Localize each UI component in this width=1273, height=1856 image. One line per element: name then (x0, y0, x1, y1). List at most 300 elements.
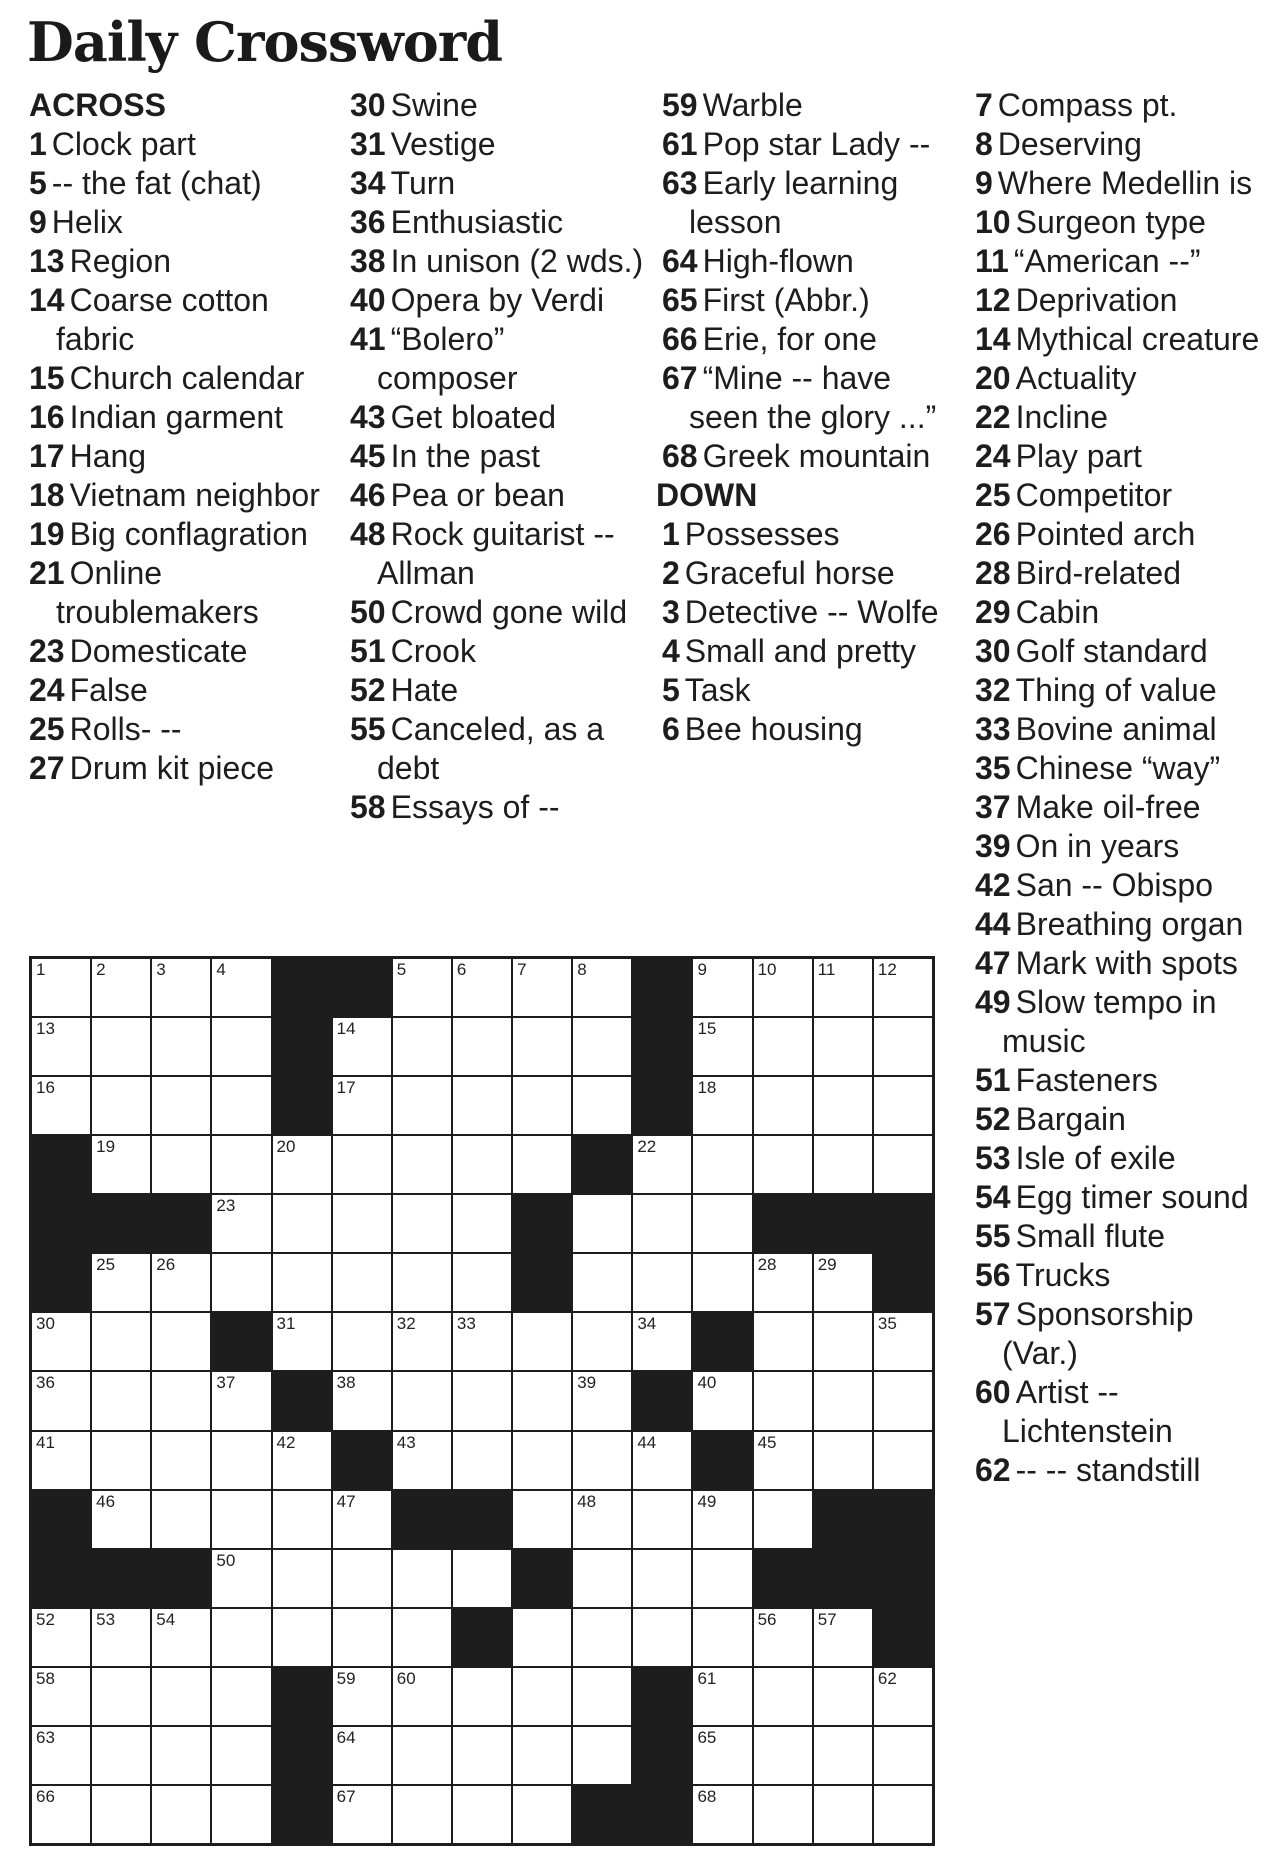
grid-cell[interactable] (814, 1254, 872, 1311)
grid-cell[interactable] (814, 1668, 872, 1725)
grid-cell[interactable] (693, 959, 751, 1016)
grid-cell[interactable] (453, 1195, 511, 1252)
cell-number: 36 (36, 1373, 55, 1393)
grid-cell[interactable] (152, 1609, 210, 1666)
across-clue[interactable] (350, 125, 650, 164)
down-clue[interactable] (662, 671, 962, 710)
grid-cell[interactable] (633, 1491, 691, 1548)
grid-cell[interactable] (754, 1668, 812, 1725)
across-clue[interactable] (350, 593, 650, 632)
cell-number: 35 (877, 1314, 897, 1334)
grid-cell[interactable] (573, 1609, 631, 1666)
grid-cell[interactable] (152, 1077, 210, 1134)
grid-cell[interactable] (453, 1727, 511, 1784)
cell-number: 56 (757, 1609, 777, 1629)
grid-cell[interactable] (693, 1195, 751, 1252)
grid-cell[interactable] (212, 1432, 270, 1489)
across-clue[interactable] (350, 242, 650, 281)
down-clue[interactable] (975, 359, 1270, 398)
grid-cell[interactable] (212, 1018, 270, 1075)
across-clue[interactable] (662, 437, 962, 476)
cell-number: 4 (216, 960, 226, 979)
grid-cell[interactable] (212, 1668, 270, 1725)
grid-cell[interactable] (513, 1668, 571, 1725)
grid-cell[interactable] (874, 1018, 932, 1075)
across-clue[interactable] (29, 125, 331, 164)
grid-cell[interactable] (754, 1432, 812, 1489)
grid-cell[interactable] (393, 1668, 451, 1725)
down-clue[interactable] (975, 1373, 1270, 1451)
grid-cell[interactable] (393, 1786, 451, 1843)
across-clue[interactable] (662, 164, 962, 242)
grid-black-square (273, 1668, 331, 1725)
down-clue[interactable] (975, 437, 1270, 476)
grid-cell[interactable] (814, 1018, 872, 1075)
grid-cell[interactable] (633, 1313, 691, 1370)
grid-cell[interactable] (513, 1432, 571, 1489)
across-clue[interactable] (662, 242, 962, 281)
down-clue[interactable] (975, 1451, 1270, 1490)
grid-cell[interactable] (453, 1786, 511, 1843)
across-clue[interactable] (29, 437, 331, 476)
grid-cell[interactable] (754, 1254, 812, 1311)
across-clue[interactable] (29, 632, 331, 671)
clue-number: 55 (350, 711, 386, 747)
down-clue[interactable] (975, 1256, 1270, 1295)
clue-number: 10 (975, 204, 1011, 240)
clue-number: 43 (350, 399, 386, 435)
grid-cell[interactable] (814, 1077, 872, 1134)
down-clue[interactable] (662, 593, 962, 632)
grid-cell[interactable] (573, 1254, 631, 1311)
down-clue[interactable] (975, 632, 1270, 671)
across-clue[interactable] (29, 398, 331, 437)
grid-cell[interactable] (453, 1372, 511, 1429)
cell-number: 41 (36, 1432, 55, 1452)
grid-cell[interactable] (152, 1491, 210, 1548)
across-clue[interactable] (662, 320, 962, 359)
grid-cell[interactable] (393, 1432, 451, 1489)
grid-cell[interactable] (32, 1609, 90, 1666)
down-clue[interactable] (662, 710, 962, 749)
grid-cell[interactable] (32, 1432, 90, 1489)
across-clue[interactable] (29, 242, 331, 281)
grid-cell[interactable] (32, 1077, 90, 1134)
grid-cell[interactable] (633, 1550, 691, 1607)
down-clue[interactable] (975, 866, 1270, 905)
grid-cell[interactable] (152, 1018, 210, 1075)
cell-number: 28 (757, 1255, 777, 1275)
grid-cell[interactable] (393, 1195, 451, 1252)
grid-cell[interactable] (693, 1018, 751, 1075)
down-clue[interactable] (975, 320, 1270, 359)
grid-cell[interactable] (32, 1727, 90, 1784)
grid-cell[interactable] (393, 1313, 451, 1370)
grid-cell[interactable] (92, 1372, 150, 1429)
grid-cell[interactable] (453, 1254, 511, 1311)
grid-cell[interactable] (874, 1077, 932, 1134)
grid-cell[interactable] (92, 1432, 150, 1489)
down-clue[interactable] (975, 125, 1270, 164)
grid-cell[interactable] (814, 959, 872, 1016)
grid-cell[interactable] (754, 1609, 812, 1666)
grid-cell[interactable] (693, 1786, 751, 1843)
down-clue[interactable] (975, 1295, 1270, 1373)
grid-cell[interactable] (273, 1195, 331, 1252)
grid-cell[interactable] (453, 959, 511, 1016)
grid-cell[interactable] (273, 1136, 331, 1193)
clue-number: 58 (350, 789, 386, 825)
clue-number: 3 (662, 594, 680, 630)
down-clue[interactable] (975, 749, 1270, 788)
clue-number: 54 (975, 1179, 1011, 1215)
grid-cell[interactable] (754, 1372, 812, 1429)
across-clue[interactable] (29, 359, 331, 398)
grid-cell[interactable] (874, 1668, 932, 1725)
across-clue[interactable] (350, 281, 650, 320)
down-clue[interactable] (975, 86, 1270, 125)
across-clue[interactable] (350, 203, 650, 242)
grid-cell[interactable] (152, 959, 210, 1016)
grid-cell[interactable] (754, 1491, 812, 1548)
grid-cell[interactable] (152, 1786, 210, 1843)
down-clue[interactable] (975, 398, 1270, 437)
across-clue[interactable] (662, 359, 962, 437)
grid-cell[interactable] (212, 1254, 270, 1311)
cell-number: 33 (456, 1314, 476, 1334)
across-clue[interactable] (29, 515, 331, 554)
across-clue[interactable] (29, 476, 331, 515)
grid-cell[interactable] (152, 1432, 210, 1489)
grid-cell[interactable] (573, 1372, 631, 1429)
grid-cell[interactable] (92, 1077, 150, 1134)
grid-cell[interactable] (212, 1372, 270, 1429)
down-clue[interactable] (975, 515, 1270, 554)
clue-text: Turn (390, 165, 456, 201)
grid-cell[interactable] (32, 1018, 90, 1075)
across-clue[interactable] (29, 164, 331, 203)
down-clue[interactable] (975, 242, 1270, 281)
grid-cell[interactable] (693, 1491, 751, 1548)
down-clue[interactable] (662, 554, 962, 593)
across-clue[interactable] (662, 125, 962, 164)
grid-cell[interactable] (693, 1254, 751, 1311)
across-clue[interactable] (350, 164, 650, 203)
grid-cell[interactable] (212, 1491, 270, 1548)
grid-black-square (874, 1550, 932, 1607)
cell-number: 52 (36, 1609, 55, 1629)
down-clue[interactable] (975, 905, 1270, 944)
grid-cell[interactable] (333, 1550, 391, 1607)
clue-text: Breathing organ (1015, 906, 1244, 942)
grid-cell[interactable] (152, 1254, 210, 1311)
grid-cell[interactable] (513, 1609, 571, 1666)
grid-cell[interactable] (333, 1313, 391, 1370)
grid-cell[interactable] (814, 1786, 872, 1843)
across-clue[interactable] (350, 671, 650, 710)
grid-cell[interactable] (333, 1786, 391, 1843)
grid-cell[interactable] (393, 1609, 451, 1666)
clue-number: 38 (350, 243, 386, 279)
grid-cell[interactable] (754, 1136, 812, 1193)
grid-cell[interactable] (874, 1727, 932, 1784)
grid-cell[interactable] (333, 1018, 391, 1075)
grid-cell[interactable] (393, 1372, 451, 1429)
grid-cell[interactable] (92, 1254, 150, 1311)
grid-cell[interactable] (874, 1372, 932, 1429)
across-clue[interactable] (350, 86, 650, 125)
down-clue[interactable] (975, 710, 1270, 749)
grid-cell[interactable] (333, 1491, 391, 1548)
grid-black-square (693, 1313, 751, 1370)
down-clue[interactable] (975, 788, 1270, 827)
across-clue[interactable] (662, 281, 962, 320)
clue-text: Opera by Verdi (390, 282, 605, 318)
grid-cell[interactable] (814, 1432, 872, 1489)
grid-cell[interactable] (212, 1727, 270, 1784)
grid-cell[interactable] (874, 1136, 932, 1193)
down-clue[interactable] (975, 671, 1270, 710)
grid-cell[interactable] (212, 959, 270, 1016)
grid-cell[interactable] (212, 1077, 270, 1134)
grid-cell[interactable] (453, 1668, 511, 1725)
down-clue[interactable] (975, 1178, 1270, 1217)
down-clue[interactable] (975, 1061, 1270, 1100)
down-clue[interactable] (975, 164, 1270, 203)
clue-text: Bovine animal (1015, 711, 1217, 747)
across-clue[interactable] (29, 281, 331, 359)
across-clue[interactable] (29, 554, 331, 632)
grid-cell[interactable] (633, 1609, 691, 1666)
clue-number: 45 (350, 438, 386, 474)
across-clue[interactable] (350, 632, 650, 671)
grid-cell[interactable] (212, 1136, 270, 1193)
grid-cell[interactable] (573, 1313, 631, 1370)
down-clue[interactable] (975, 1217, 1270, 1256)
grid-cell[interactable] (814, 1727, 872, 1784)
grid-cell[interactable] (152, 1727, 210, 1784)
clue-number: 59 (662, 87, 698, 123)
grid-cell[interactable] (92, 1136, 150, 1193)
grid-cell[interactable] (152, 1372, 210, 1429)
grid-black-square (633, 1372, 691, 1429)
grid-cell[interactable] (453, 1550, 511, 1607)
clue-number: 1 (29, 126, 47, 162)
down-clue[interactable] (662, 632, 962, 671)
grid-cell[interactable] (693, 1550, 751, 1607)
grid-cell[interactable] (693, 1136, 751, 1193)
down-clue[interactable] (975, 1100, 1270, 1139)
grid-cell[interactable] (212, 1609, 270, 1666)
across-clue[interactable] (350, 788, 650, 827)
grid-cell[interactable] (32, 1372, 90, 1429)
grid-cell[interactable] (92, 1609, 150, 1666)
grid-cell[interactable] (212, 1550, 270, 1607)
grid-cell[interactable] (693, 1609, 751, 1666)
down-clue[interactable] (975, 983, 1270, 1061)
across-clue[interactable] (350, 398, 650, 437)
grid-cell[interactable] (513, 1018, 571, 1075)
grid-cell[interactable] (693, 1077, 751, 1134)
grid-cell[interactable] (513, 1136, 571, 1193)
clue-text: Play part (1015, 438, 1142, 474)
grid-cell[interactable] (573, 1432, 631, 1489)
clue-number: 26 (975, 516, 1011, 552)
grid-cell[interactable] (393, 1018, 451, 1075)
across-clue[interactable] (29, 203, 331, 242)
cell-number: 32 (396, 1314, 416, 1334)
down-clue[interactable] (975, 281, 1270, 320)
clue-text: Swine (390, 87, 478, 123)
across-clue[interactable] (29, 749, 331, 788)
grid-cell[interactable] (814, 1372, 872, 1429)
cell-number: 14 (336, 1019, 356, 1039)
grid-cell[interactable] (874, 959, 932, 1016)
grid-cell[interactable] (273, 1550, 331, 1607)
grid-cell[interactable] (393, 1136, 451, 1193)
grid-cell[interactable] (333, 1254, 391, 1311)
down-clue[interactable] (975, 554, 1270, 593)
grid-cell[interactable] (212, 1786, 270, 1843)
grid-cell[interactable] (573, 1491, 631, 1548)
grid-cell[interactable] (754, 1018, 812, 1075)
grid-cell[interactable] (513, 1077, 571, 1134)
down-clue[interactable] (662, 515, 962, 554)
grid-cell[interactable] (453, 1432, 511, 1489)
across-clue[interactable] (29, 710, 331, 749)
grid-cell[interactable] (152, 1136, 210, 1193)
down-clue[interactable] (975, 593, 1270, 632)
grid-cell[interactable] (573, 959, 631, 1016)
across-clue[interactable] (350, 437, 650, 476)
grid-cell[interactable] (754, 1077, 812, 1134)
grid-cell[interactable] (212, 1195, 270, 1252)
grid-cell[interactable] (152, 1668, 210, 1725)
grid-cell[interactable] (754, 1727, 812, 1784)
grid-cell[interactable] (273, 1491, 331, 1548)
grid-cell[interactable] (573, 1550, 631, 1607)
grid-cell[interactable] (333, 1077, 391, 1134)
clue-text: Isle of exile (1015, 1140, 1176, 1176)
grid-cell[interactable] (92, 1491, 150, 1548)
grid-cell[interactable] (513, 1727, 571, 1784)
grid-cell[interactable] (273, 1609, 331, 1666)
grid-cell[interactable] (333, 1668, 391, 1725)
grid-cell[interactable] (393, 1550, 451, 1607)
cell-number: 26 (156, 1255, 176, 1275)
grid-cell[interactable] (754, 1313, 812, 1370)
grid-cell[interactable] (513, 1372, 571, 1429)
grid-cell[interactable] (273, 1254, 331, 1311)
grid-cell[interactable] (273, 1432, 331, 1489)
grid-cell[interactable] (393, 1254, 451, 1311)
grid-cell[interactable] (573, 1668, 631, 1725)
grid-cell[interactable] (693, 1372, 751, 1429)
grid-cell[interactable] (513, 959, 571, 1016)
grid-cell[interactable] (92, 1018, 150, 1075)
grid-cell[interactable] (32, 959, 90, 1016)
grid-cell[interactable] (92, 1786, 150, 1843)
grid-black-square (273, 1727, 331, 1784)
grid-cell[interactable] (32, 1313, 90, 1370)
grid-cell[interactable] (754, 1786, 812, 1843)
clue-number: 61 (662, 126, 698, 162)
cell-number: 23 (216, 1196, 236, 1216)
cell-number: 22 (637, 1137, 657, 1157)
grid-cell[interactable] (393, 1727, 451, 1784)
grid-cell[interactable] (874, 1313, 932, 1370)
grid-cell[interactable] (393, 1077, 451, 1134)
clue-number: 4 (662, 633, 680, 669)
down-clue[interactable] (975, 827, 1270, 866)
grid-cell[interactable] (814, 1136, 872, 1193)
grid-cell[interactable] (513, 1491, 571, 1548)
grid-cell[interactable] (693, 1727, 751, 1784)
grid-cell[interactable] (453, 1313, 511, 1370)
grid-cell[interactable] (333, 1136, 391, 1193)
grid-cell[interactable] (453, 1018, 511, 1075)
grid-cell[interactable] (453, 1077, 511, 1134)
grid-cell[interactable] (333, 1727, 391, 1784)
grid-cell[interactable] (633, 1136, 691, 1193)
grid-cell[interactable] (633, 1254, 691, 1311)
across-clue[interactable] (662, 86, 962, 125)
grid-cell[interactable] (333, 1609, 391, 1666)
grid-cell[interactable] (513, 1786, 571, 1843)
grid-cell[interactable] (92, 959, 150, 1016)
grid-cell[interactable] (573, 1195, 631, 1252)
across-clue[interactable] (29, 671, 331, 710)
grid-cell[interactable] (874, 1432, 932, 1489)
cell-number: 20 (276, 1137, 296, 1157)
grid-cell[interactable] (32, 1786, 90, 1843)
grid-cell[interactable] (393, 959, 451, 1016)
across-clue[interactable] (350, 710, 650, 788)
clue-text: “Bolero” composer (377, 321, 518, 396)
grid-cell[interactable] (633, 1432, 691, 1489)
across-clue[interactable] (350, 515, 650, 593)
grid-cell[interactable] (92, 1668, 150, 1725)
grid-cell[interactable] (814, 1313, 872, 1370)
grid-cell[interactable] (693, 1668, 751, 1725)
clue-text: Clock part (51, 126, 196, 162)
grid-cell[interactable] (513, 1313, 571, 1370)
grid-cell[interactable] (273, 1313, 331, 1370)
grid-cell[interactable] (874, 1786, 932, 1843)
grid-cell[interactable] (573, 1018, 631, 1075)
across-clue[interactable] (350, 320, 650, 398)
across-clue[interactable] (350, 476, 650, 515)
grid-cell[interactable] (32, 1668, 90, 1725)
grid-cell[interactable] (333, 1372, 391, 1429)
grid-cell[interactable] (573, 1077, 631, 1134)
grid-cell[interactable] (453, 1136, 511, 1193)
grid-cell[interactable] (633, 1195, 691, 1252)
grid-cell[interactable] (152, 1313, 210, 1370)
clue-number: 1 (662, 516, 680, 552)
grid-cell[interactable] (333, 1195, 391, 1252)
grid-cell[interactable] (573, 1727, 631, 1784)
grid-cell[interactable] (92, 1313, 150, 1370)
down-clue[interactable] (975, 476, 1270, 515)
down-clue[interactable] (975, 944, 1270, 983)
grid-cell[interactable] (754, 959, 812, 1016)
grid-cell[interactable] (814, 1609, 872, 1666)
down-clue[interactable] (975, 203, 1270, 242)
down-clue[interactable] (975, 1139, 1270, 1178)
grid-cell[interactable] (92, 1727, 150, 1784)
clue-text: -- -- standstill (1015, 1452, 1201, 1488)
